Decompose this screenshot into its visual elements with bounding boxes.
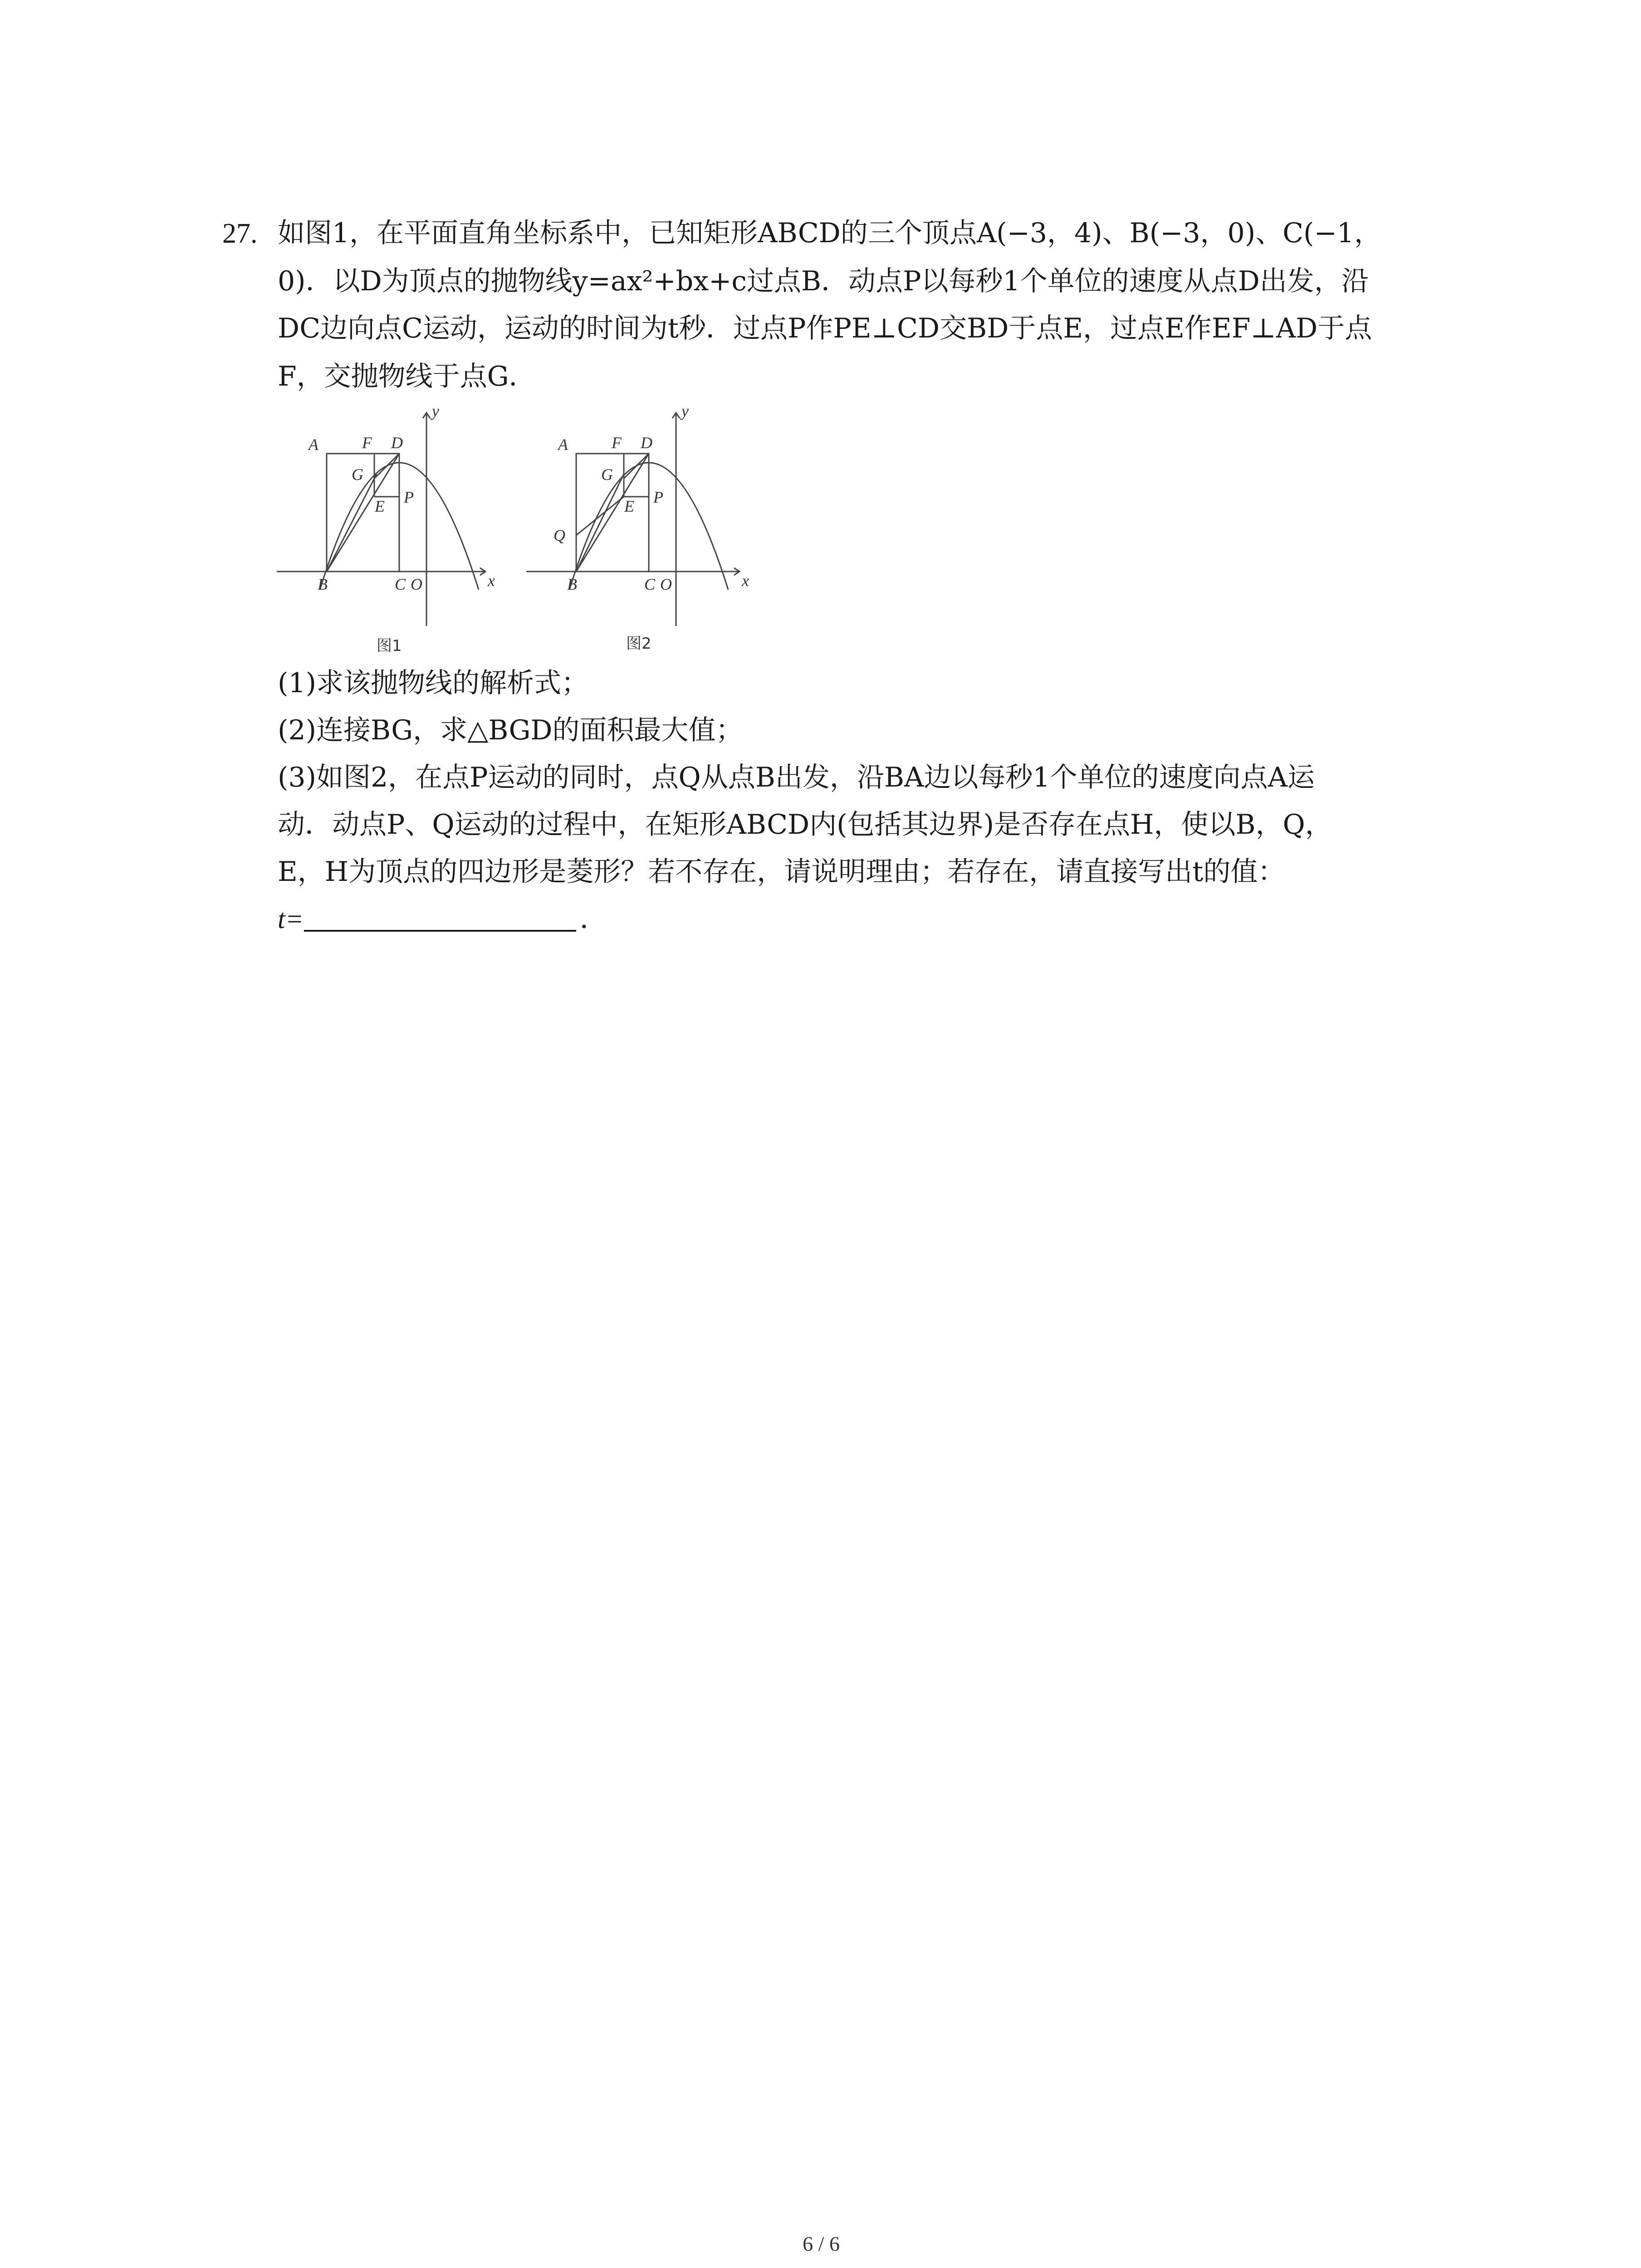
- answer-suffix: ．: [580, 903, 607, 935]
- label-p: P: [653, 488, 663, 506]
- question-line-3: DC边向点C运动，运动的时间为t秒．过点P作PE⊥CD交BD于点E，过点E作EF⊥AD于点: [278, 313, 1372, 344]
- label-e: E: [375, 497, 385, 515]
- segment-bg: [576, 474, 624, 572]
- figure-1-caption: 图1: [377, 637, 402, 655]
- figure-1: [272, 399, 526, 662]
- label-g: G: [601, 465, 613, 484]
- sub-question-3-line-3: E，H为顶点的四边形是菱形？若不存在，请说明理由；若存在，请直接写出t的值：: [278, 856, 1285, 888]
- label-q: Q: [554, 526, 565, 544]
- page-number: 6 / 6: [803, 2232, 840, 2255]
- question-line-4: F，交抛物线于点G．: [278, 361, 536, 392]
- label-d: D: [391, 434, 403, 452]
- sub-question-1: (1)求该抛物线的解析式；: [278, 667, 588, 699]
- label-b: B: [318, 575, 328, 593]
- label-b: B: [567, 575, 577, 593]
- segment-bg: [327, 474, 377, 572]
- label-p: P: [404, 488, 414, 506]
- sub-question-2: (2)连接BG，求△BGD的面积最大值；: [278, 714, 743, 746]
- answer-prefix: t=: [278, 904, 304, 934]
- label-y: y: [432, 402, 439, 420]
- label-c: C: [395, 575, 406, 593]
- segment-qe: [576, 497, 624, 535]
- figure-2-caption: 图2: [626, 635, 652, 653]
- label-o: O: [660, 575, 672, 593]
- label-y: y: [681, 402, 689, 420]
- label-a: A: [309, 435, 318, 454]
- label-f: F: [612, 434, 622, 452]
- label-d: D: [641, 434, 652, 452]
- label-a: A: [558, 435, 568, 454]
- question-number: 27.: [222, 218, 258, 249]
- label-x: x: [742, 572, 749, 590]
- label-x: x: [488, 572, 495, 590]
- label-g: G: [352, 465, 363, 484]
- label-c: C: [644, 575, 656, 593]
- label-o: O: [411, 575, 422, 593]
- label-e: E: [624, 497, 634, 515]
- figure-2: [526, 399, 780, 662]
- question-line-1: 如图1，在平面直角坐标系中，已知矩形ABCD的三个顶点A(−3，4)、B(−3，0)、C(−1，: [278, 217, 1381, 249]
- question-line-2: 0)．以D为顶点的抛物线y=ax²+bx+c过点B．动点P以每秒1个单位的速度从点D出发，沿: [278, 265, 1369, 297]
- sub-question-3-line-1: (3)如图2，在点P运动的同时，点Q从点B出发，沿BA边以每秒1个单位的速度向点A运: [278, 762, 1315, 793]
- label-f: F: [362, 434, 372, 452]
- answer-blank[interactable]: [304, 930, 576, 932]
- sub-question-3-line-2: 动．动点P、Q运动的过程中，在矩形ABCD内(包括其边界)是否存在点H，使以B，Q，: [278, 809, 1332, 841]
